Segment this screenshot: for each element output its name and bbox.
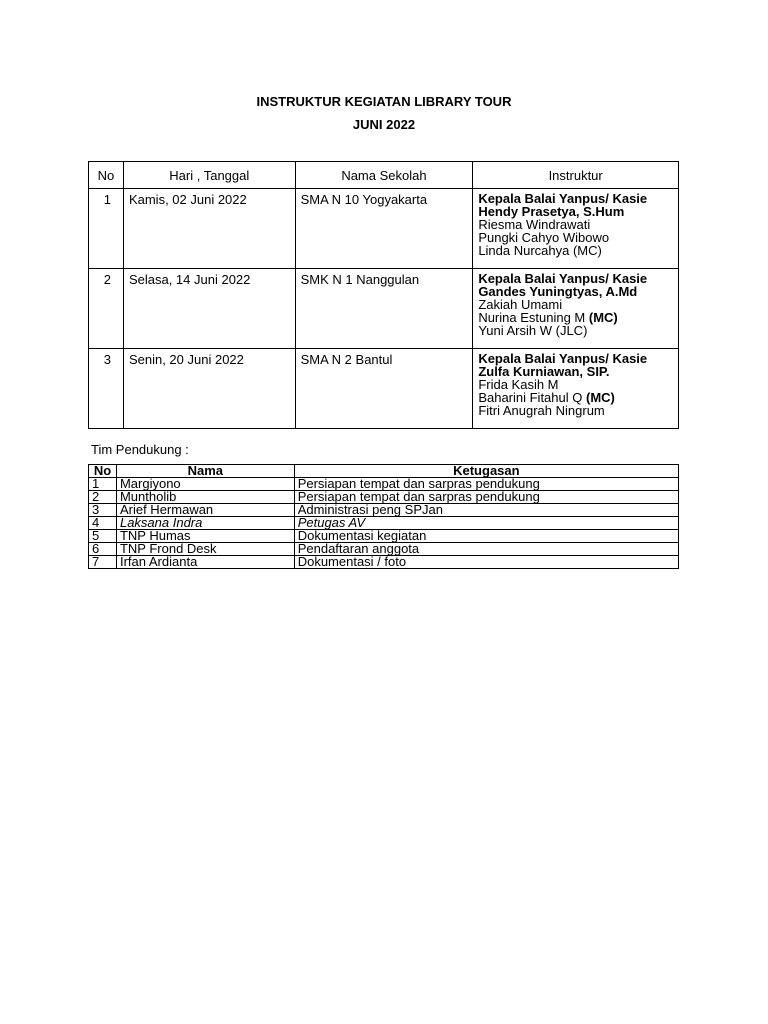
instructor-member: Pungki Cahyo Wibowo: [478, 230, 610, 245]
schedule-row: [89, 189, 679, 269]
support-no: 3: [89, 504, 117, 517]
schedule-header-row: [89, 162, 679, 189]
header-instructor: Instruktur: [473, 162, 679, 189]
header-no: No: [89, 162, 124, 189]
support-team-label: Tim Pendukung :: [91, 442, 189, 457]
support-name: Arief Hermawan: [116, 504, 294, 517]
document-subtitle: JUNI 2022: [352, 117, 416, 132]
support-task: Persiapan tempat dan sarpras pendukung: [294, 491, 678, 504]
support-name: Margiyono: [116, 478, 294, 491]
instructor-lead-name: Gandes Yuningtyas, A.Md: [478, 284, 638, 299]
instructor-lead-title: Kepala Balai Yanpus/ Kasie: [478, 271, 648, 286]
support-no: 7: [89, 556, 117, 569]
row-instructor: [473, 189, 679, 269]
support-task: Administrasi peng SPJan: [294, 504, 678, 517]
schedule-row: [89, 269, 679, 349]
support-row: [89, 556, 679, 569]
support-no: 1: [89, 478, 117, 491]
support-no: 4: [89, 517, 117, 530]
support-name: Irfan Ardianta: [116, 556, 294, 569]
instructor-lead-title: Kepala Balai Yanpus/ Kasie: [478, 191, 648, 206]
document-title: INSTRUKTUR KEGIATAN LIBRARY TOUR: [256, 94, 512, 109]
instructor-member: Zakiah Umami: [478, 297, 563, 312]
row-no: 2: [89, 269, 124, 349]
support-task: Pendaftaran anggota: [294, 543, 678, 556]
schedule-row: [89, 349, 679, 429]
instructor-member: Frida Kasih M: [478, 377, 559, 392]
member-name: Baharini Fitahul Q: [478, 390, 586, 405]
support-header-task: Ketugasan: [294, 465, 678, 478]
support-name: Laksana Indra: [116, 517, 294, 530]
instructor-member: Linda Nurcahya (MC): [478, 243, 602, 258]
support-name: Muntholib: [116, 491, 294, 504]
row-instructor: [473, 349, 679, 429]
header-date: Hari , Tanggal: [123, 162, 295, 189]
instructor-lead-name: Zulfa Kurniawan, SIP.: [478, 364, 610, 379]
row-date: Selasa, 14 Juni 2022: [123, 269, 295, 349]
member-name: Nurina Estuning M: [478, 310, 589, 325]
support-table: [88, 464, 679, 569]
support-no: 6: [89, 543, 117, 556]
row-no: 1: [89, 189, 124, 269]
support-task: Persiapan tempat dan sarpras pendukung: [294, 478, 678, 491]
row-school: SMK N 1 Nanggulan: [295, 269, 473, 349]
support-task: Dokumentasi kegiatan: [294, 530, 678, 543]
support-no: 2: [89, 491, 117, 504]
support-name: TNP Frond Desk: [116, 543, 294, 556]
support-header-name: Nama: [116, 465, 294, 478]
instructor-member: Riesma Windrawati: [478, 217, 591, 232]
row-instructor: [473, 269, 679, 349]
support-header-no: No: [89, 465, 117, 478]
row-school: SMA N 10 Yogyakarta: [295, 189, 473, 269]
instructor-lead-title: Kepala Balai Yanpus/ Kasie: [478, 351, 648, 366]
row-school: SMA N 2 Bantul: [295, 349, 473, 429]
row-no: 3: [89, 349, 124, 429]
support-name: TNP Humas: [116, 530, 294, 543]
support-no: 5: [89, 530, 117, 543]
row-date: Senin, 20 Juni 2022: [123, 349, 295, 429]
schedule-table: [88, 161, 679, 429]
support-task: Dokumentasi / foto: [294, 556, 678, 569]
instructor-member: Fitri Anugrah Ningrum: [478, 403, 605, 418]
mc-tag: (MC): [585, 390, 615, 405]
mc-tag: (MC): [588, 310, 618, 325]
support-task: Petugas AV: [294, 517, 678, 530]
header-school: Nama Sekolah: [295, 162, 473, 189]
instructor-member: Yuni Arsih W (JLC): [478, 323, 588, 338]
instructor-lead-name: Hendy Prasetya, S.Hum: [478, 204, 625, 219]
row-date: Kamis, 02 Juni 2022: [123, 189, 295, 269]
